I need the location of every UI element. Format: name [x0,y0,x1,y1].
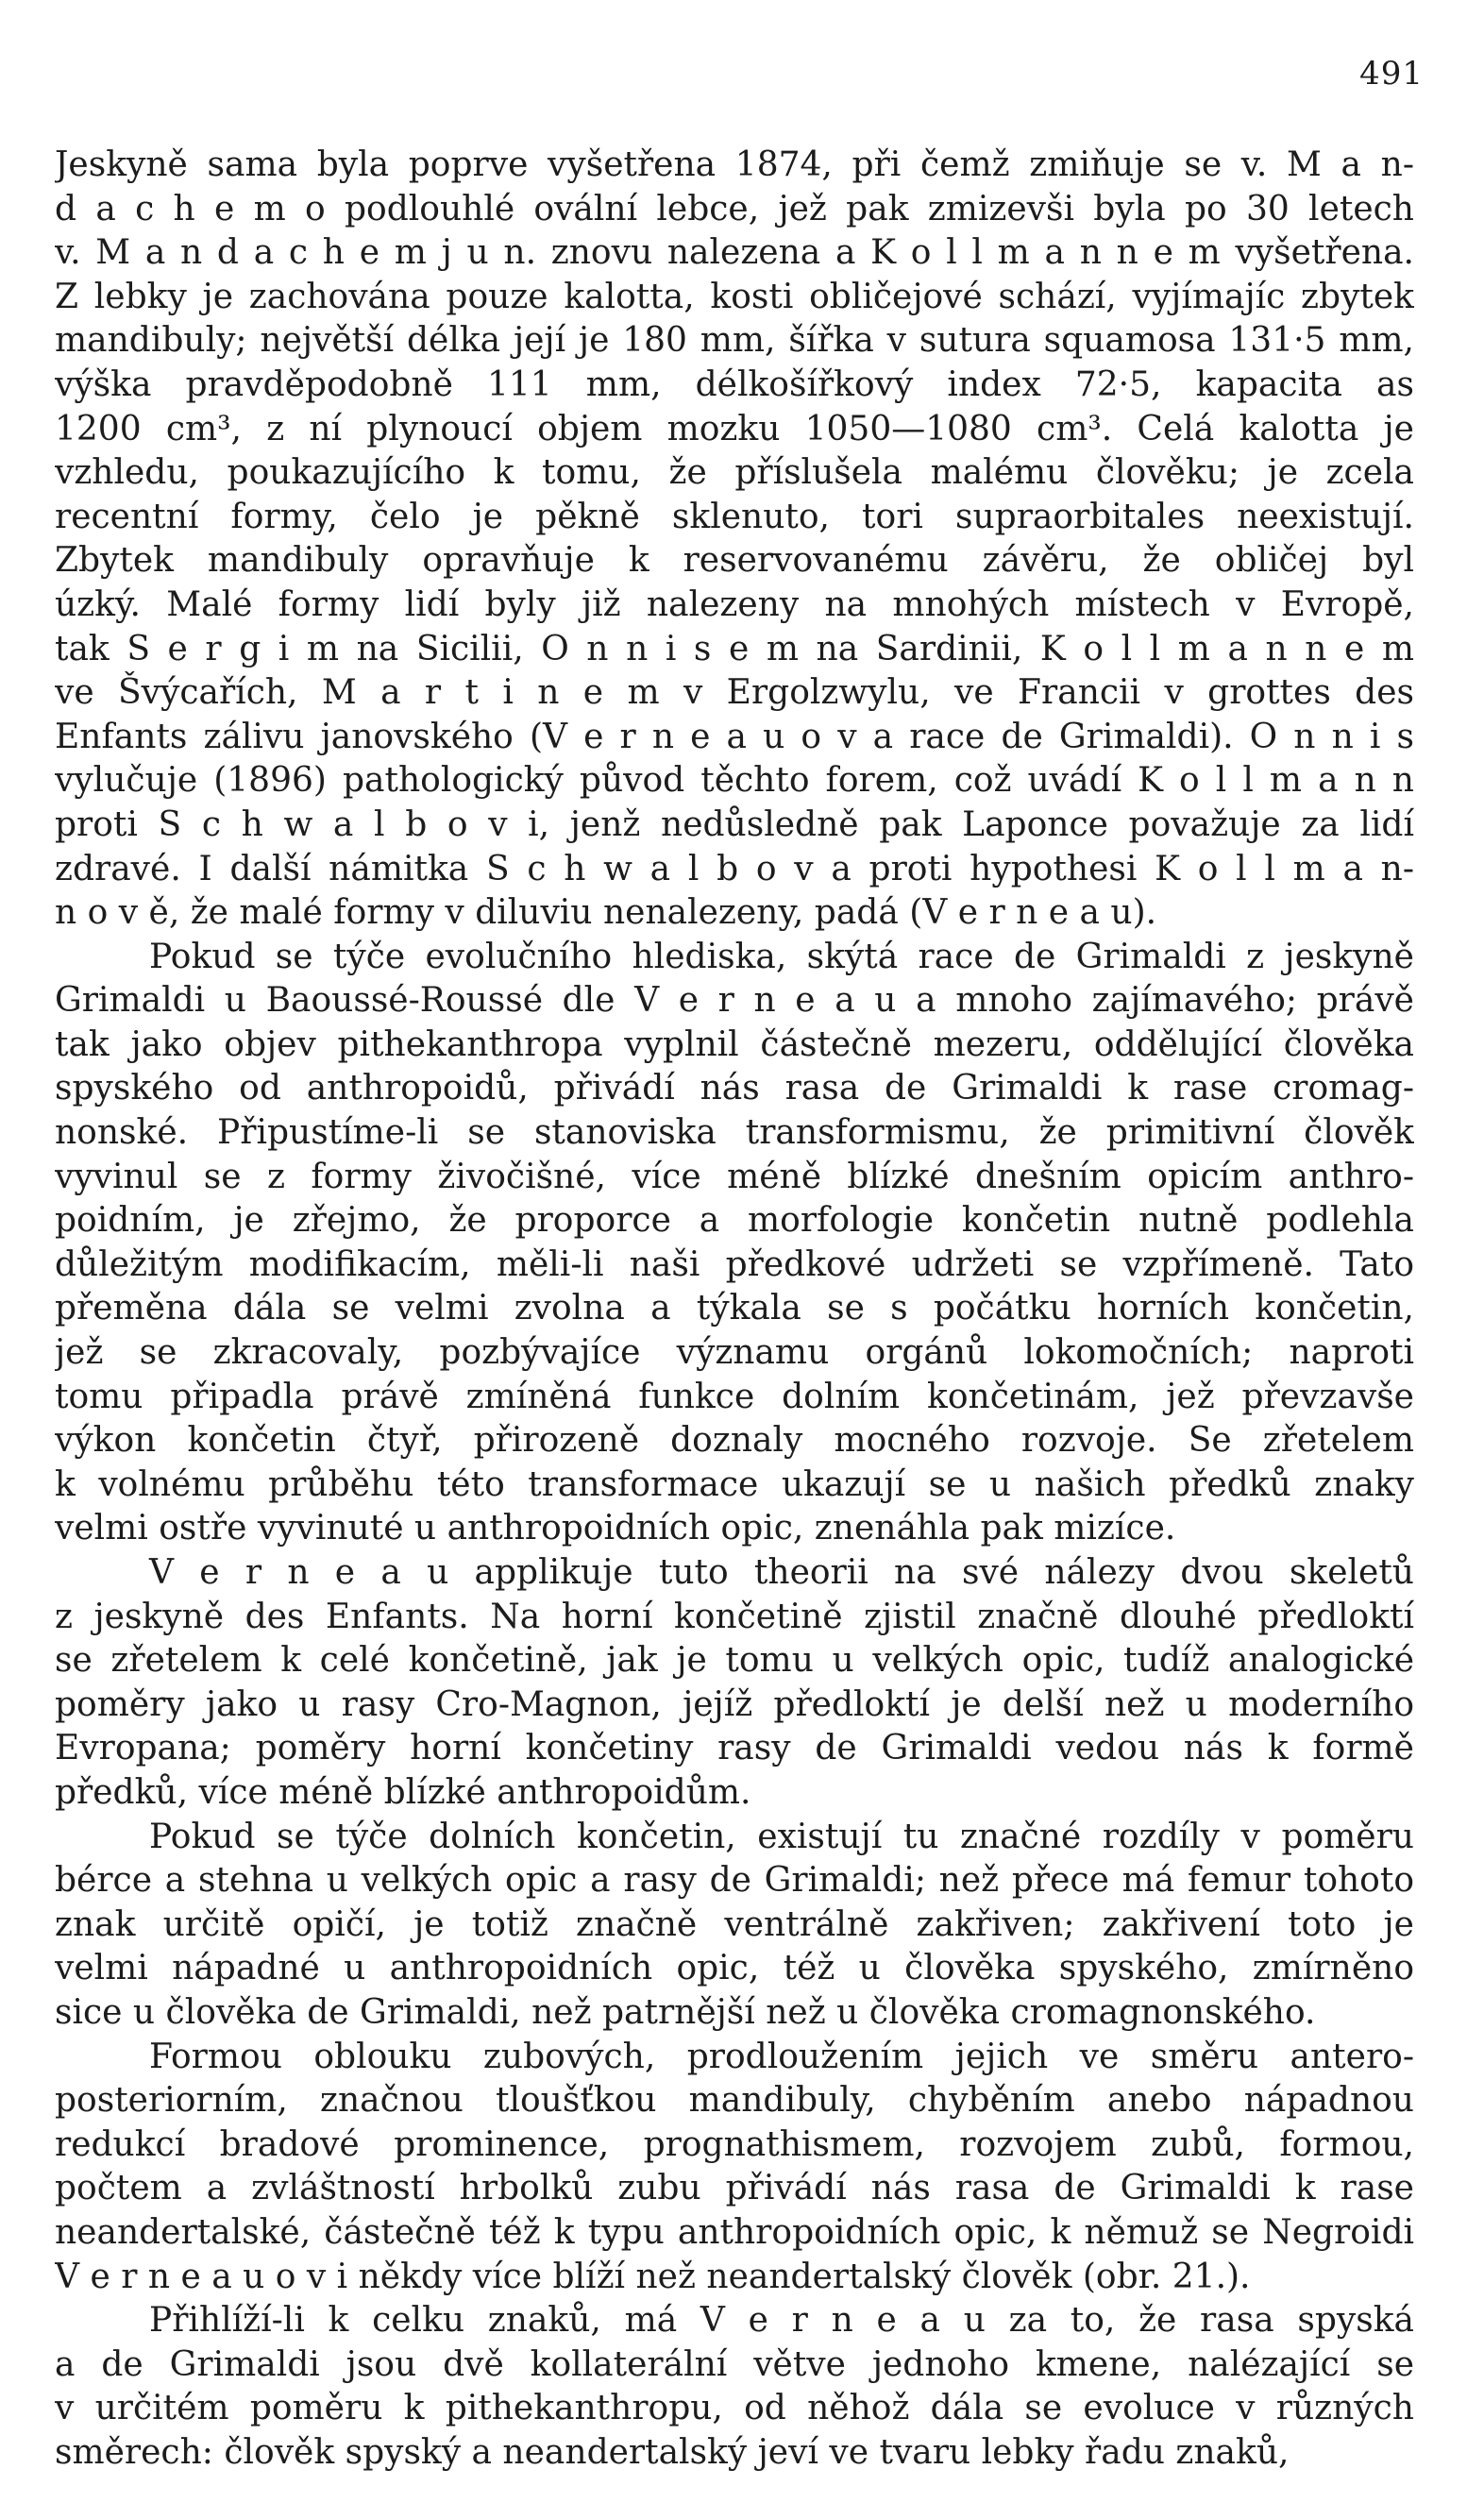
text-line: a de Grimaldi jsou dvě kollaterální větve jednoho kmene, nalézající se [55,2344,1414,2384]
text-line: sice u člověka de Grimaldi, než patrnější než u člověka cromagnonského. [55,1992,1316,2032]
text-line: směrech: člověk spyský a neandertalský jeví ve tvaru lebky řadu znaků, [55,2432,1290,2472]
paragraph [55,2036,1414,2300]
text-line: jež se zkracovaly, pozbývajíce významu orgánů lokomočních; naproti [55,1333,1414,1373]
text-line: vzhledu, poukazujícího k tomu, že příslušela malému člověku; je zcela [55,453,1414,493]
text-line: se zřetelem k celé končetině, jak je tomu u velkých opic, tudíž analogické [55,1641,1414,1681]
text-line: redukcí bradové prominence, prognathismem, rozvojem zubů, formou, [55,2124,1414,2164]
text-line: Z lebky je zachována pouze kalotta, kosti obličejové schází, vyjímajíc zbytek [55,277,1414,316]
text-line: vylučuje (1896) pathologický původ těchto forem, což uvádí K o l l m a n n [55,761,1414,801]
text-line: neandertalské, částečně též k typu anthropoidních opic, k němuž se Negroidi [55,2212,1414,2252]
paragraph [55,1816,1414,2036]
text-line: 1200 cm³, z ní plynoucí objem mozku 1050—1080 cm³. Celá kalotta je [55,409,1414,448]
text-line: Pokud se týče dolních končetin, existují tu značné rozdíly v poměru [149,1817,1414,1856]
body-text [55,144,1414,2475]
text-line: Enfants zálivu janovského (V e r n e a u o v a race de Grimaldi). O n n i s [55,717,1414,756]
text-line: poidním, je zřejmo, že proporce a morfologie končetin nutně podlehla [55,1201,1414,1241]
paragraph [55,936,1414,1551]
text-line: ve Švýcařích, M a r t i n e m v Ergolzwylu, ve Francii v grottes des [55,673,1414,713]
paragraph [55,2299,1414,2475]
text-line: V e r n e a u o v i někdy více blíží než neandertalský člověk (obr. 21.). [55,2257,1251,2296]
text-line: tak S e r g i m na Sicilii, O n n i s e m na Sardinii, K o l l m a n n e m [55,629,1414,668]
text-line: přeměna dála se velmi zvolna a týkala se s počátku horních končetin, [55,1289,1414,1328]
text-line: velmi ostře vyvinuté u anthropoidních opic, znenáhla pak mizíce. [55,1509,1176,1548]
text-line: recentní formy, čelo je pěkně sklenuto, tori supraorbitales neexistují. [55,497,1414,536]
text-line: předků, více méně blízké anthropoidům. [55,1772,751,1812]
text-line: v určitém poměru k pithekanthropu, od něhož dála se evoluce v různých [55,2389,1414,2428]
text-line: Evropana; poměry horní končetiny rasy de Grimaldi vedou nás k formě [55,1729,1414,1768]
text-line: velmi nápadné u anthropoidních opic, též u člověka spyského, zmírněno [55,1949,1414,1988]
text-line: Jeskyně sama byla poprve vyšetřena 1874, při čemž zmiňuje se v. M a n- [55,145,1414,184]
paragraph [55,1551,1414,1816]
text-line: výška pravděpodobně 111 mm, délkošířkový index 72·5, kapacita as [55,364,1414,404]
text-line: Přihlíží-li k celku znaků, má V e r n e a u za to, že rasa spyská [149,2301,1414,2341]
text-line: důležitým modifikacím, měli-li naši předkové udržeti se vzpřímeně. Tato [55,1244,1414,1284]
text-line: posteriorním, značnou tloušťkou mandibuly, chyběním anebo nápadnou [55,2081,1414,2121]
text-line: tomu připadla právě zmíněná funkce dolním končetinám, jež převzavše [55,1377,1414,1416]
text-line: proti S c h w a l b o v i, jenž nedůsledně pak Laponce považuje za lidí [55,804,1414,844]
text-line: poměry jako u rasy Cro-Magnon, jejíž předloktí je delší než u moderního [55,1684,1414,1724]
text-line: spyského od anthropoidů, přivádí nás rasa de Grimaldi k rase cromag- [55,1069,1414,1108]
text-line: bérce a stehna u velkých opic a rasy de Grimaldi; než přece má femur tohoto [55,1861,1414,1901]
text-line: Grimaldi u Baoussé-Roussé dle V e r n e a u a mnoho zajímavého; právě [55,981,1414,1021]
text-line: výkon končetin čtyř, přirozeně doznaly mocného rozvoje. Se zřetelem [55,1421,1414,1461]
text-line: v. M a n d a c h e m j u n. znovu nalezena a K o l l m a n n e m vyšetřena. [55,233,1414,273]
text-line: mandibuly; největší délka její je 180 mm, šířka v sutura squamosa 131·5 mm, [55,321,1414,361]
text-line: n o v ě, že malé formy v diluviu nenalezeny, padá (V e r n e a u). [55,893,1157,933]
text-line: Pokud se týče evolučního hlediska, skýtá race de Grimaldi z jeskyně [149,937,1414,976]
text-line: úzký. Malé formy lidí byly již nalezeny na mnohých místech v Evropě, [55,584,1414,624]
text-line: nonské. Připustíme-li se stanoviska transformismu, že primitivní člověk [55,1113,1414,1153]
text-line: počtem a zvláštností hrbolků zubu přivádí nás rasa de Grimaldi k rase [55,2169,1414,2208]
text-line: Zbytek mandibuly opravňuje k reservovanému závěru, že obličej byl [55,541,1414,581]
text-line: vyvinul se z formy živočišné, více méně blízké dnešním opicím anthro- [55,1157,1414,1196]
text-line: zdravé. I další námitka S c h w a l b o v a proti hypothesi K o l l m a n- [55,849,1414,888]
text-line: znak určitě opičí, je totiž značně ventrálně zakřiven; zakřivení toto je [55,1904,1414,1944]
page-number: 491 [1359,55,1424,93]
text-line: k volnému průběhu této transformace ukazují se u našich předků znaky [55,1464,1414,1504]
text-line: d a c h e m o podlouhlé ovální lebce, jež pak zmizevši byla po 30 letech [55,189,1414,228]
text-line: tak jako objev pithekanthropa vyplnil částečně mezeru, oddělující člověka [55,1024,1414,1064]
text-line: V e r n e a u applikuje tuto theorii na své nálezy dvou skeletů [149,1553,1414,1592]
paragraph [55,144,1414,936]
text-line: Formou oblouku zubových, prodloužením jejich ve směru antero- [149,2037,1414,2076]
text-line: z jeskyně des Enfants. Na horní končetině zjistil značně dlouhé předloktí [55,1597,1414,1636]
